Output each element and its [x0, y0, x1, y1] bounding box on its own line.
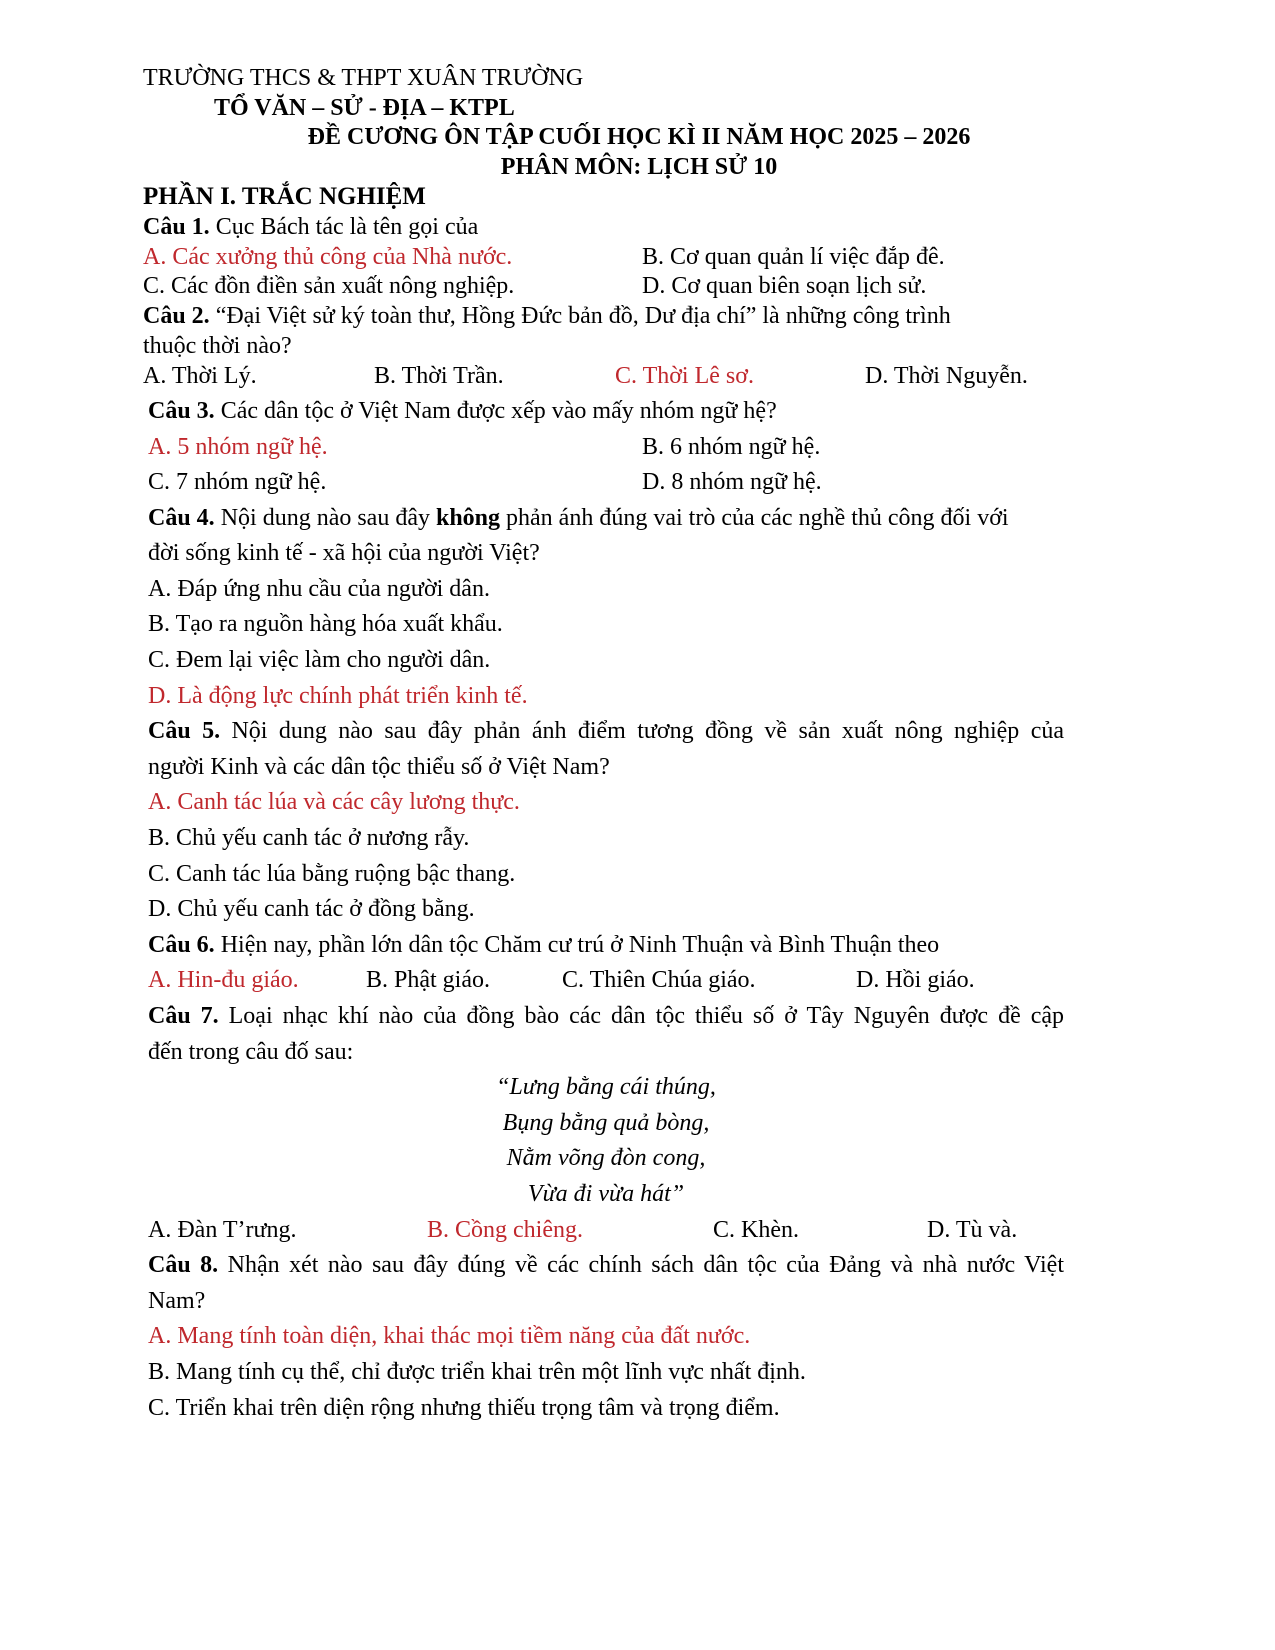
question-label: Câu 7. [148, 1003, 219, 1029]
q5-option-d: D. Chủ yếu canh tác ở đồng bằng. [148, 896, 475, 922]
question-5 [148, 716, 1064, 746]
q6-option-b: B. Phật giáo. [366, 967, 490, 993]
question-label: Câu 1. [143, 214, 210, 240]
q5-option-b: B. Chủ yếu canh tác ở nương rẫy. [148, 825, 470, 851]
q2-option-c: C. Thời Lê sơ. [615, 363, 754, 389]
question-text: Nội dung nào sau đây phản ánh điểm tương đồng về sản xuất nông nghiệp của [220, 718, 1064, 744]
question-4-cont: đời sống kinh tế - xã hội của người Việt? [148, 540, 540, 566]
q7-option-c: C. Khèn. [713, 1217, 799, 1243]
question-text: Các dân tộc ở Việt Nam được xếp vào mấy nhóm ngữ hệ? [214, 398, 777, 424]
question-label: Câu 8. [148, 1252, 219, 1278]
q3-option-d: D. 8 nhóm ngữ hệ. [642, 469, 822, 495]
department-name: TỔ VĂN – SỬ - ĐỊA – KTPL [214, 95, 515, 121]
question-label: Câu 5. [148, 718, 221, 744]
q3-option-b: B. 6 nhóm ngữ hệ. [642, 434, 821, 460]
question-4 [148, 503, 1009, 533]
question-2 [143, 301, 951, 331]
question-7 [148, 1001, 1064, 1031]
question-text: Nhận xét nào sau đây đúng về các chính sách dân tộc của Đảng và nhà nước Việt [218, 1252, 1064, 1278]
q3-option-a: A. 5 nhóm ngữ hệ. [148, 434, 328, 460]
q5-option-c: C. Canh tác lúa bằng ruộng bậc thang. [148, 861, 516, 887]
q6-option-a: A. Hin-đu giáo. [148, 967, 299, 993]
q6-option-c: C. Thiên Chúa giáo. [562, 967, 756, 993]
q7-option-a: A. Đàn T’rưng. [148, 1217, 297, 1243]
q2-option-d: D. Thời Nguyễn. [865, 363, 1028, 389]
q6-option-d: D. Hồi giáo. [856, 967, 975, 993]
question-label: Câu 6. [148, 932, 215, 958]
document-title: ĐỀ CƯƠNG ÔN TẬP CUỐI HỌC KÌ II NĂM HỌC 2025 – 2026 [307, 124, 971, 150]
question-5-cont: người Kinh và các dân tộc thiểu số ở Việt Nam? [148, 754, 610, 780]
question-label: Câu 4. [148, 505, 215, 531]
question-text: “Đại Việt sử ký toàn thư, Hồng Đức bản đồ, Dư địa chí” là những công trình [209, 303, 951, 329]
poem-line-3: Nằm võng đòn cong, [506, 1145, 706, 1171]
question-text: phản ánh đúng vai trò của các nghề thủ công đối với [500, 505, 1009, 531]
question-label: Câu 3. [148, 398, 215, 424]
question-emphasis: không [435, 505, 501, 531]
poem-line-2: Bụng bằng quả bòng, [502, 1110, 710, 1136]
q4-option-b: B. Tạo ra nguồn hàng hóa xuất khẩu. [148, 611, 503, 637]
q4-option-d: D. Là động lực chính phát triển kinh tế. [148, 683, 528, 709]
question-label: Câu 2. [143, 303, 210, 329]
section-title: PHẦN I. TRẮC NGHIỆM [143, 183, 426, 210]
q5-option-a: A. Canh tác lúa và các cây lương thực. [148, 789, 520, 815]
q2-option-a: A. Thời Lý. [143, 363, 257, 389]
question-text: Loại nhạc khí nào của đồng bào các dân tộc thiểu số ở Tây Nguyên được đề cập [218, 1003, 1065, 1029]
question-3 [148, 396, 777, 426]
question-text: Cục Bách tác là tên gọi của [209, 214, 479, 240]
question-8 [148, 1250, 1064, 1280]
subject-title: PHÂN MÔN: LỊCH SỬ 10 [500, 154, 778, 180]
q7-option-b: B. Cồng chiêng. [427, 1217, 583, 1243]
question-8-cont: Nam? [148, 1288, 206, 1314]
question-1 [143, 212, 478, 242]
school-name: TRƯỜNG THCS & THPT XUÂN TRƯỜNG [143, 65, 584, 91]
q7-option-d: D. Tù và. [927, 1217, 1018, 1243]
question-text: Nội dung nào sau đây [214, 505, 436, 531]
q1-option-c: C. Các đồn điền sản xuất nông nghiệp. [143, 273, 515, 299]
q2-option-b: B. Thời Trần. [374, 363, 504, 389]
q1-option-a: A. Các xưởng thủ công của Nhà nước. [143, 244, 513, 270]
q1-option-b: B. Cơ quan quản lí việc đắp đê. [642, 244, 945, 270]
question-2-cont: thuộc thời nào? [143, 333, 292, 359]
question-6 [148, 930, 939, 960]
q1-option-d: D. Cơ quan biên soạn lịch sử. [642, 273, 927, 299]
q8-option-b: B. Mang tính cụ thể, chỉ được triển khai trên một lĩnh vực nhất định. [148, 1359, 806, 1385]
q8-option-a: A. Mang tính toàn diện, khai thác mọi tiềm năng của đất nước. [148, 1323, 751, 1349]
poem-line-4: Vừa đi vừa hát” [527, 1181, 685, 1207]
q8-option-c: C. Triển khai trên diện rộng nhưng thiếu trọng tâm và trọng điểm. [148, 1395, 780, 1421]
q3-option-c: C. 7 nhóm ngữ hệ. [148, 469, 327, 495]
question-text: Hiện nay, phần lớn dân tộc Chăm cư trú ở Ninh Thuận và Bình Thuận theo [214, 932, 940, 958]
question-7-cont: đến trong câu đố sau: [148, 1039, 354, 1065]
poem-line-1: “Lưng bằng cái thúng, [496, 1074, 716, 1100]
q4-option-c: C. Đem lại việc làm cho người dân. [148, 647, 491, 673]
q4-option-a: A. Đáp ứng nhu cầu của người dân. [148, 576, 490, 602]
